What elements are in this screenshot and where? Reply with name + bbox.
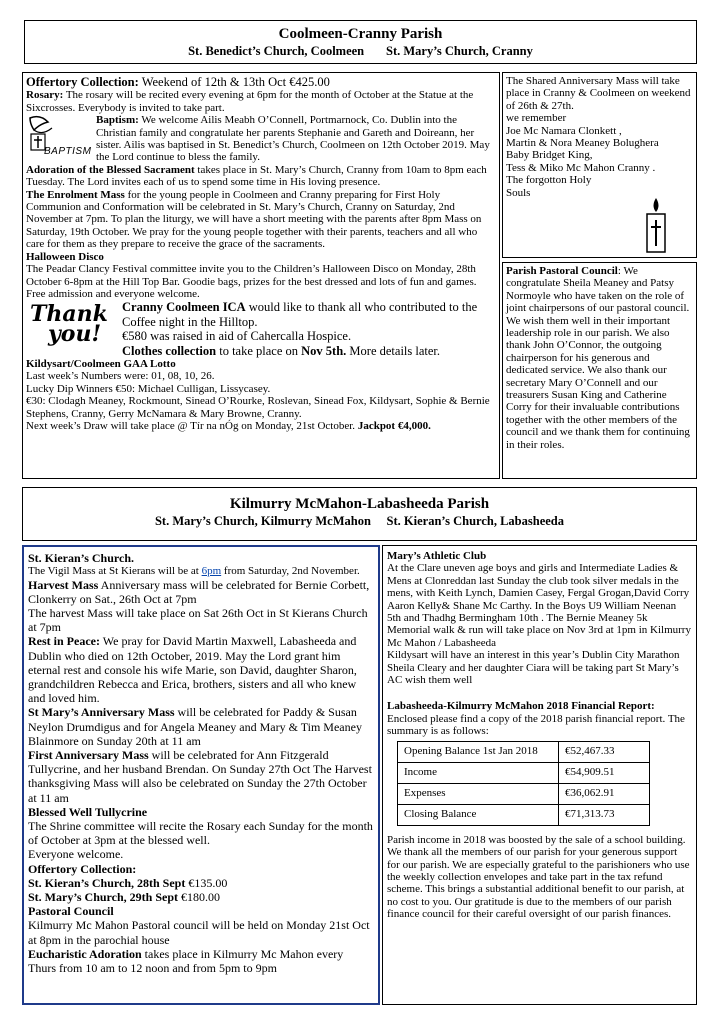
blessed-well-notice: The Shrine committee will recite the Rosary each Sunday for the month of October at 3pm at the blessed well. [28,819,373,848]
rosary-notice: Rosary: The rosary will be recited every evening at 6pm for the month of October at the Statue at the Sixcrosses. Everybody is invited to take part. [26,89,474,114]
offertory-kieran: St. Kieran’s Church, 28th Sept €135.00 [28,875,228,890]
parish2-subtitle: St. Mary’s Church, Kilmurry McMahon St. Kieran’s Church, Labasheeda [154,514,565,528]
kieran-heading: St. Kieran’s Church. [28,551,135,565]
anniversary-line: The Shared Anniversary Mass will take place in Cranny & Coolmeen on weekend of 26th & 27th. [506,75,691,112]
table-row [398,741,650,762]
rip-notice: Rest in Peace: We pray for David Martin Maxwell, Labasheeda and Dublin who died on 12th October, 2019. May the Lord grant him eternal rest and console his wife Marie, son David, daughter Sharon, grandchildren Rebecca and Erica, brothers, sisters and all who knew and loved him. [28,634,357,706]
offertory-mary: St. Mary’s Church, 29th Sept €180.00 [28,890,221,905]
financial-closing-text: Parish income in 2018 was boosted by the sale of a school building. We thank all the members of our parish for your generous support for our parish. We are especially grateful to the parishioners who use the weekly collection envelopes and take part in the tax refund scheme. This brings a substantial additional benefit to our parish, at no cost to you. Our gratitude is due to the members of our parish finance council for their careful oversight of our parish finances. [387,833,690,921]
fin-value: €36,062.91 [559,783,650,804]
stmary-anniversary-notice: St Mary’s Anniversary Mass will be celebrated for Paddy & Susan Neylon Drumdigus and for Angela Meaney and Mary & Tim Meaney Blainmore on Sunday 20th at 11 am [28,705,362,748]
pastoral-council-notice: Parish Pastoral Council: We congratulate Sheila Meaney and Patsy Normoyle who have taken on the role of joint chairpersons of our pastoral council. We wish them well in their important leadership role in our parish. We also thank John O’Connor, the outgoing chairperson for his generous and dedicated service. We also thank our secretary Mary O’Connell and our treasurers Susan King and Catherine Corry for their invaluable contributions together with the other members of the council and we thank them for continuing in their roles. [506,265,690,451]
fin-label: Opening Balance 1st Jan 2018 [398,741,559,762]
anniversary-line: Baby Bridget King, [506,149,593,162]
pastoral-council-heading: Pastoral Council [28,904,114,919]
blessed-well-welcome: Everyone welcome. [28,847,124,862]
table-row [398,783,650,804]
parish1-header [24,20,697,64]
offertory-notice: Offertory Collection: Weekend of 12th & 13th Oct €425.00 [26,75,330,89]
fin-label: Expenses [398,783,559,804]
pastoral-council-notice-2: Kilmurry Mc Mahon Pastoral council will be held on Monday 21st Oct at 8pm in the parochial house [28,918,370,947]
fin-value: €54,909.51 [559,762,650,783]
anniversary-line: Martin & Nora Meaney Bolughera [506,137,659,150]
first-anniversary-notice: First Anniversary Mass will be celebrated for Ann Fitzgerald Tullycrine, and her husband Brendan. On Sunday 27th Oct The Harvest thanksgiving Mass will also be celebrated on Sunday the 27th October at 11 am [28,748,372,805]
lotto-numbers: Last week’s Numbers were: 01, 08, 10, 26. [26,370,215,383]
anniversary-line: Souls [506,186,531,199]
thank-you-icon: Thank you! [30,301,108,348]
parish1-main-column [22,72,500,479]
lotto-next-draw: Next week’s Draw will take place @ Tír na nÓg on Monday, 21st October. Jackpot €4,000. [26,419,431,432]
lotto-lucky-dip: Lucky Dip Winners €50: Michael Culligan, Lissycasey. [26,382,271,395]
eucharistic-adoration-notice: Eucharistic Adoration takes place in Kilmurry Mc Mahon every Thurs from 10 am to 12 noon and from 5pm to 9pm [28,946,344,976]
financial-report-intro: Labasheeda-Kilmurry McMahon 2018 Financial Report: Enclosed please find a copy of the 2018 parish financial report. The summary is as follows: [387,700,685,738]
blessed-well-heading: Blessed Well Tullycrine [28,804,148,819]
fin-label: Closing Balance [398,804,559,825]
vigil-notice: The Vigil Mass at St Kierans will be at 6pm from Saturday, 2nd November. [28,565,360,578]
parish2-right-column [382,545,697,1005]
financial-summary-table [397,741,650,826]
anniversary-line: Joe Mc Namara Clonkett , [506,124,622,137]
offertory-heading: Offertory Collection: [28,861,137,876]
parish1-title: Coolmeen-Cranny Parish [278,26,443,42]
baptism-icon [26,114,92,160]
anniversary-line: The forgotton Holy [506,174,592,187]
parish1-subtitle: St. Benedict’s Church, Coolmeen St. Mary’s Church, Cranny [188,44,533,58]
harvest-notice: Harvest Mass Anniversary mass will be celebrated for Bernie Corbett, Clonkerry on Sat., 26th Oct at 7pm [28,577,370,606]
enrolment-notice: The Enrolment Mass for the young people in Coolmeen and Cranny preparing for First Holy Communion and Conformation will be celebrated in St. Mary’s Church, Cranny on Saturday, 2nd November at 7pm. To plan the liturgy, we will have a short meeting with the parents after 8pm Mass on Saturday, 19th October. We pray for the young people together with their parents, teachers and all who care for them as they prepare to receive the grace of the sacraments. [26,188,482,251]
athletic-heading: Mary’s Athletic Club [387,550,487,562]
parish2-title: Kilmurry McMahon-Labasheeda Parish [229,496,490,512]
parish2-left-column [22,545,380,1005]
fin-label: Income [398,762,559,783]
lotto-heading: Kildysart/Coolmeen GAA Lotto [26,357,176,370]
ica-notice: Cranny Coolmeen ICA would like to thank all who contributed to the Coffee night in the Hilltop. €580 was raised in aid of Cahercalla Hospice. Clothes collection to take place on Nov 5th. More details later. [122,300,478,358]
harvest-notice-2: The harvest Mass will take place on Sat 26th Oct in St Kierans Church at 7pm [28,606,368,635]
fin-value: €71,313.73 [559,804,650,825]
candle-icon [640,196,672,254]
baptism-word: BAPTISM [44,146,92,158]
halloween-notice: The Peadar Clancy Festival committee invite you to the Children’s Halloween Disco on Monday, 28th October 6-8pm at the Hill Top Bar. Goodie bags, prizes for the best dressed and lots of fun and games. Free admission and everyone welcome. [26,263,477,300]
athletic-notice: At the Clare uneven age boys and girls and Intermediate Ladies & Mens at Clonreddan last Sunday the club took silver medals in the mens, with Keith Lynch, Damien Casey, Fergal Grogan,David Corry Aaron Kelly& Shane Mc Carthy. In the Boys U9 William Neenan 5th and Thadhg Bermingham 10th . The Bernie Meaney 5k Memorial walk & run will take place on Nov 3rd at 1pm in Kilmurry Mc Mahon / Labasheeda [387,562,691,649]
lotto-30-winners: €30: Clodagh Meaney, Rockmount, Sinead O’Rourke, Roslevan, Sinead Fox, Kildysart, Sophie & Bernie Stephens, Cranny, Gerry McNamara & Mary Browne, Cranny. [26,395,490,420]
table-row [398,804,650,825]
anniversary-line: Tess & Miko Mc Mahon Cranny . [506,161,656,174]
vigil-time-link[interactable]: 6pm [201,565,222,578]
parish2-header [22,487,697,541]
marathon-notice: Kildysart will have an interest in this year’s Dublin City Marathon Sheila Cleary and her daughter Ciara will be taking part St Mary’s AC wish them well [387,649,680,687]
pastoral-council-box [502,262,697,479]
halloween-heading: Halloween Disco [26,250,104,263]
table-row [398,762,650,783]
baptism-notice: Baptism: We welcome Ailis Meabh O’Connell, Portmarnock, Co. Dublin into the Christian family and congratulate her parents Stephanie and Gareth and Doireann, her sister. Ailis was baptised in St. Benedict’s Church, Coolmeen on 12th October 2019. May the Lord continue to bless the family. Adoration of the Blessed Sacrament takes place in St. Mary’s Church, Cranny from 10am to 8pm each Tuesday. The Lord invites each of us to spend some time in His loving presence. [26,114,490,189]
anniversary-line: we remember [506,112,567,125]
fin-value: €52,467.33 [559,741,650,762]
